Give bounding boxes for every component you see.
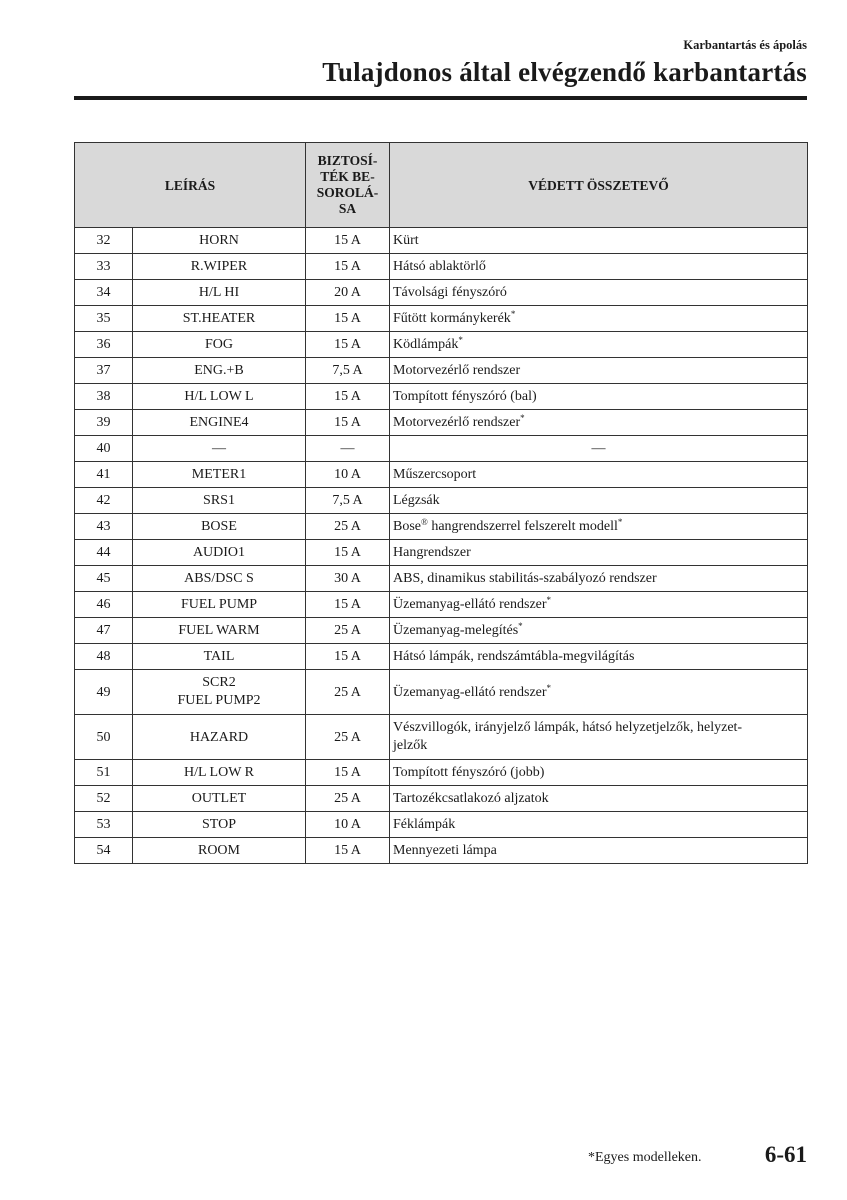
column-header-description: LEÍRÁS: [75, 143, 306, 228]
fuse-number: 46: [75, 592, 133, 618]
table-row: [75, 760, 808, 786]
protected-component-text: Tompított fényszóró (bal): [393, 389, 537, 404]
table-row: [75, 280, 808, 306]
fuse-description: FUEL PUMP: [133, 592, 306, 618]
table-row: [75, 514, 808, 540]
fuse-table: [74, 142, 808, 864]
fuse-rating: 25 A: [306, 786, 390, 812]
footnote-marker: *: [617, 517, 623, 527]
column-header-rating: [306, 143, 390, 228]
fuse-description: OUTLET: [133, 786, 306, 812]
protected-component: [390, 618, 808, 644]
protected-component-text: Hátsó lámpák, rendszámtábla-megvilágítás: [393, 649, 635, 664]
fuse-table-body: [75, 228, 808, 864]
fuse-rating: 15 A: [306, 332, 390, 358]
table-row: [75, 540, 808, 566]
table-row: [75, 410, 808, 436]
fuse-description: FOG: [133, 332, 306, 358]
protected-component: [390, 462, 808, 488]
table-row: [75, 228, 808, 254]
fuse-number: 45: [75, 566, 133, 592]
fuse-rating: 15 A: [306, 410, 390, 436]
fuse-rating: 25 A: [306, 715, 390, 760]
protected-component-text: Fűtött kormánykerék: [393, 311, 511, 326]
fuse-description: [133, 670, 306, 715]
fuse-number: 34: [75, 280, 133, 306]
fuse-number: 41: [75, 462, 133, 488]
fuse-description: H/L LOW R: [133, 760, 306, 786]
fuse-rating: 15 A: [306, 540, 390, 566]
section-label: Karbantartás és ápolás: [683, 38, 807, 52]
footnote-marker: *: [520, 413, 525, 423]
table-row: [75, 644, 808, 670]
fuse-rating: —: [306, 436, 390, 462]
protected-component-text: ABS, dinamikus stabilitás-szabályozó rendszer: [393, 571, 657, 586]
title-rule: [74, 96, 807, 100]
fuse-number: 47: [75, 618, 133, 644]
fuse-number: 33: [75, 254, 133, 280]
fuse-rating: 15 A: [306, 644, 390, 670]
protected-component-text: Légzsák: [393, 493, 440, 508]
table-row: [75, 592, 808, 618]
page-title: Tulajdonos által elvégzendő karbantartás: [322, 57, 807, 87]
table-row: [75, 566, 808, 592]
table-row: [75, 462, 808, 488]
fuse-number: 48: [75, 644, 133, 670]
fuse-rating: 15 A: [306, 228, 390, 254]
fuse-number: 38: [75, 384, 133, 410]
protected-component: [390, 514, 808, 540]
fuse-number: 32: [75, 228, 133, 254]
fuse-number: 39: [75, 410, 133, 436]
protected-component-text: Üzemanyag-ellátó rendszer: [393, 597, 547, 612]
fuse-number: 37: [75, 358, 133, 384]
fuse-description: ABS/DSC S: [133, 566, 306, 592]
protected-component-text: Kürt: [393, 233, 419, 248]
fuse-rating: 10 A: [306, 462, 390, 488]
fuse-description: ENG.+B: [133, 358, 306, 384]
table-row: [75, 812, 808, 838]
protected-component: [390, 670, 808, 715]
protected-component: [390, 436, 808, 462]
table-row: [75, 715, 808, 760]
fuse-rating: 15 A: [306, 592, 390, 618]
protected-component-text: Mennyezeti lámpa: [393, 843, 497, 858]
fuse-number: 44: [75, 540, 133, 566]
fuse-rating: 15 A: [306, 760, 390, 786]
protected-component-text: Tompított fényszóró (jobb): [393, 765, 545, 780]
fuse-number: 40: [75, 436, 133, 462]
protected-component-text: Hangrendszer: [393, 545, 471, 560]
fuse-description: ROOM: [133, 838, 306, 864]
protected-component: [390, 306, 808, 332]
fuse-rating: 15 A: [306, 306, 390, 332]
footnote-marker: *: [510, 309, 516, 319]
fuse-rating: 10 A: [306, 812, 390, 838]
protected-component-text: —: [591, 441, 606, 456]
fuse-rating: 30 A: [306, 566, 390, 592]
table-row: [75, 670, 808, 715]
page-number: 6-61: [764, 1142, 807, 1167]
protected-component-text: Távolsági fényszóró: [393, 285, 507, 300]
fuse-description: R.WIPER: [133, 254, 306, 280]
fuse-number: 51: [75, 760, 133, 786]
protected-component-text: Ködlámpák: [393, 337, 459, 352]
fuse-number: 53: [75, 812, 133, 838]
protected-component: [390, 715, 808, 760]
fuse-description: HORN: [133, 228, 306, 254]
fuse-number: 52: [75, 786, 133, 812]
fuse-number: 43: [75, 514, 133, 540]
protected-component-text: Tartozékcsatlakozó aljzatok: [393, 791, 549, 806]
fuse-description: —: [133, 436, 306, 462]
table-row: [75, 488, 808, 514]
rating-header-line: SOROLÁ-: [316, 185, 379, 200]
protected-component-line: jelzők: [393, 738, 428, 753]
protected-component: [390, 812, 808, 838]
protected-component: [390, 228, 808, 254]
footnote: *Egyes modelleken.: [588, 1150, 702, 1165]
rating-header-line: BIZTOSÍ-: [317, 153, 378, 168]
protected-component-text: Bose: [393, 519, 421, 534]
protected-component-text: Féklámpák: [393, 817, 456, 832]
footnote-marker: *: [518, 621, 523, 631]
protected-component-text: Műszercsoport: [393, 467, 477, 482]
fuse-number: 54: [75, 838, 133, 864]
protected-component: [390, 838, 808, 864]
fuse-rating: 15 A: [306, 838, 390, 864]
rating-header-line: SA: [338, 201, 357, 216]
fuse-description: ST.HEATER: [133, 306, 306, 332]
protected-component-text: Motorvezérlő rendszer: [393, 415, 521, 430]
table-row: [75, 306, 808, 332]
footnote-marker: *: [546, 595, 552, 605]
protected-component: [390, 332, 808, 358]
table-row: [75, 254, 808, 280]
protected-component-text: Üzemanyag-ellátó rendszer: [393, 684, 547, 700]
table-header-row: [75, 143, 808, 228]
rating-header-line: TÉK BE-: [320, 169, 375, 184]
protected-component-line: Vészvillogók, irányjelző lámpák, hátsó helyzetjelzők, helyzet-: [393, 720, 743, 735]
fuse-description: STOP: [133, 812, 306, 838]
protected-component: [390, 786, 808, 812]
fuse-number: 35: [75, 306, 133, 332]
table-row: [75, 358, 808, 384]
table-row: [75, 436, 808, 462]
fuse-rating: 25 A: [306, 618, 390, 644]
table-row: [75, 332, 808, 358]
protected-component: [390, 384, 808, 410]
table-row: [75, 786, 808, 812]
protected-component: [390, 540, 808, 566]
fuse-description: TAIL: [133, 644, 306, 670]
fuse-rating: 20 A: [306, 280, 390, 306]
fuse-description: SRS1: [133, 488, 306, 514]
fuse-description: H/L HI: [133, 280, 306, 306]
fuse-description: BOSE: [133, 514, 306, 540]
table-row: [75, 838, 808, 864]
fuse-rating: 15 A: [306, 254, 390, 280]
fuse-description: FUEL WARM: [133, 618, 306, 644]
fuse-rating: 7,5 A: [306, 358, 390, 384]
fuse-description: METER1: [133, 462, 306, 488]
protected-component-text: Motorvezérlő rendszer: [393, 363, 521, 378]
protected-component-text: Üzemanyag-melegítés: [393, 623, 519, 638]
fuse-description: ENGINE4: [133, 410, 306, 436]
fuse-description: AUDIO1: [133, 540, 306, 566]
fuse-description: H/L LOW L: [133, 384, 306, 410]
fuse-description: HAZARD: [133, 715, 306, 760]
table-row: [75, 618, 808, 644]
protected-component: [390, 280, 808, 306]
protected-component: [390, 410, 808, 436]
fuse-rating: 25 A: [306, 670, 390, 715]
protected-component: [390, 760, 808, 786]
registered-mark: ®: [421, 517, 428, 527]
protected-component-text: hangrendszerrel felszerelt modell: [427, 519, 618, 534]
fuse-description-line: SCR2: [202, 675, 236, 690]
footnote-marker: *: [546, 682, 552, 693]
fuse-rating: 15 A: [306, 384, 390, 410]
table-row: [75, 384, 808, 410]
protected-component: [390, 644, 808, 670]
protected-component: [390, 592, 808, 618]
column-header-component: VÉDETT ÖSSZETEVŐ: [390, 143, 808, 228]
fuse-rating: 7,5 A: [306, 488, 390, 514]
protected-component: [390, 488, 808, 514]
fuse-rating: 25 A: [306, 514, 390, 540]
fuse-number: 50: [75, 715, 133, 760]
footnote-marker: *: [458, 335, 463, 345]
protected-component: [390, 358, 808, 384]
fuse-number: 49: [75, 670, 133, 715]
protected-component: [390, 566, 808, 592]
fuse-number: 42: [75, 488, 133, 514]
protected-component: [390, 254, 808, 280]
fuse-description-line: FUEL PUMP2: [177, 693, 261, 708]
fuse-number: 36: [75, 332, 133, 358]
protected-component-text: Hátsó ablaktörlő: [393, 259, 486, 274]
